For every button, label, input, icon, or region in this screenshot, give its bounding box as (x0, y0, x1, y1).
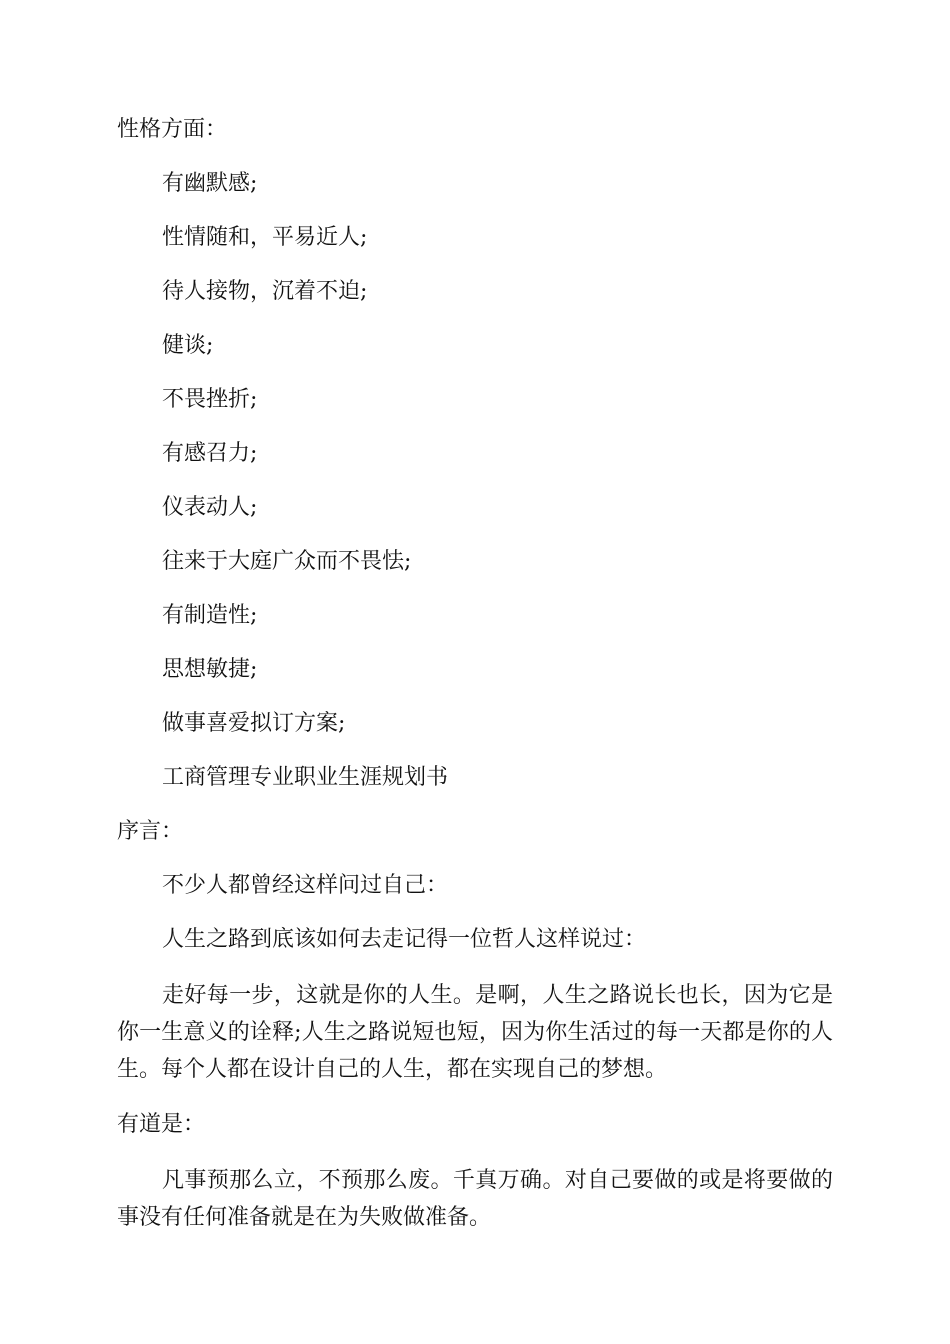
document-title: 工商管理专业职业生涯规划书 (162, 765, 449, 790)
trait-item: 待人接物，沉着不迫; (162, 279, 368, 304)
section-heading-preface: 序言： (117, 819, 184, 844)
trait-item: 不畏挫折; (162, 387, 258, 412)
section-heading-saying: 有道是： (117, 1112, 206, 1137)
section-heading-personality: 性格方面： (117, 117, 228, 142)
trait-item: 有感召力; (162, 441, 258, 466)
trait-item: 性情随和，平易近人; (162, 225, 368, 250)
body-paragraph: 走好每一步，这就是你的人生。是啊，人生之路说长也长，因为它是你一生意义的诠释;人生之路说短也短，因为你生活过的每一天都是你的人生。每个人都在设计自己的人生，都在实现自己的梦想。 (117, 983, 833, 1082)
preface-line: 不少人都曾经这样问过自己： (162, 873, 449, 898)
trait-item: 思想敏捷; (162, 657, 258, 682)
trait-item: 往来于大庭广众而不畏怯; (162, 549, 412, 574)
trait-item: 有幽默感; (162, 171, 258, 196)
trait-item: 有制造性; (162, 603, 258, 628)
preface-line: 人生之路到底该如何去走记得一位哲人这样说过： (162, 927, 647, 952)
trait-item: 仪表动人; (162, 495, 258, 520)
trait-item: 健谈; (162, 333, 214, 358)
body-paragraph: 凡事预那么立，不预那么废。千真万确。对自己要做的或是将要做的事没有任何准备就是在为失败做准备。 (117, 1168, 833, 1230)
trait-item: 做事喜爱拟订方案; (162, 711, 346, 736)
